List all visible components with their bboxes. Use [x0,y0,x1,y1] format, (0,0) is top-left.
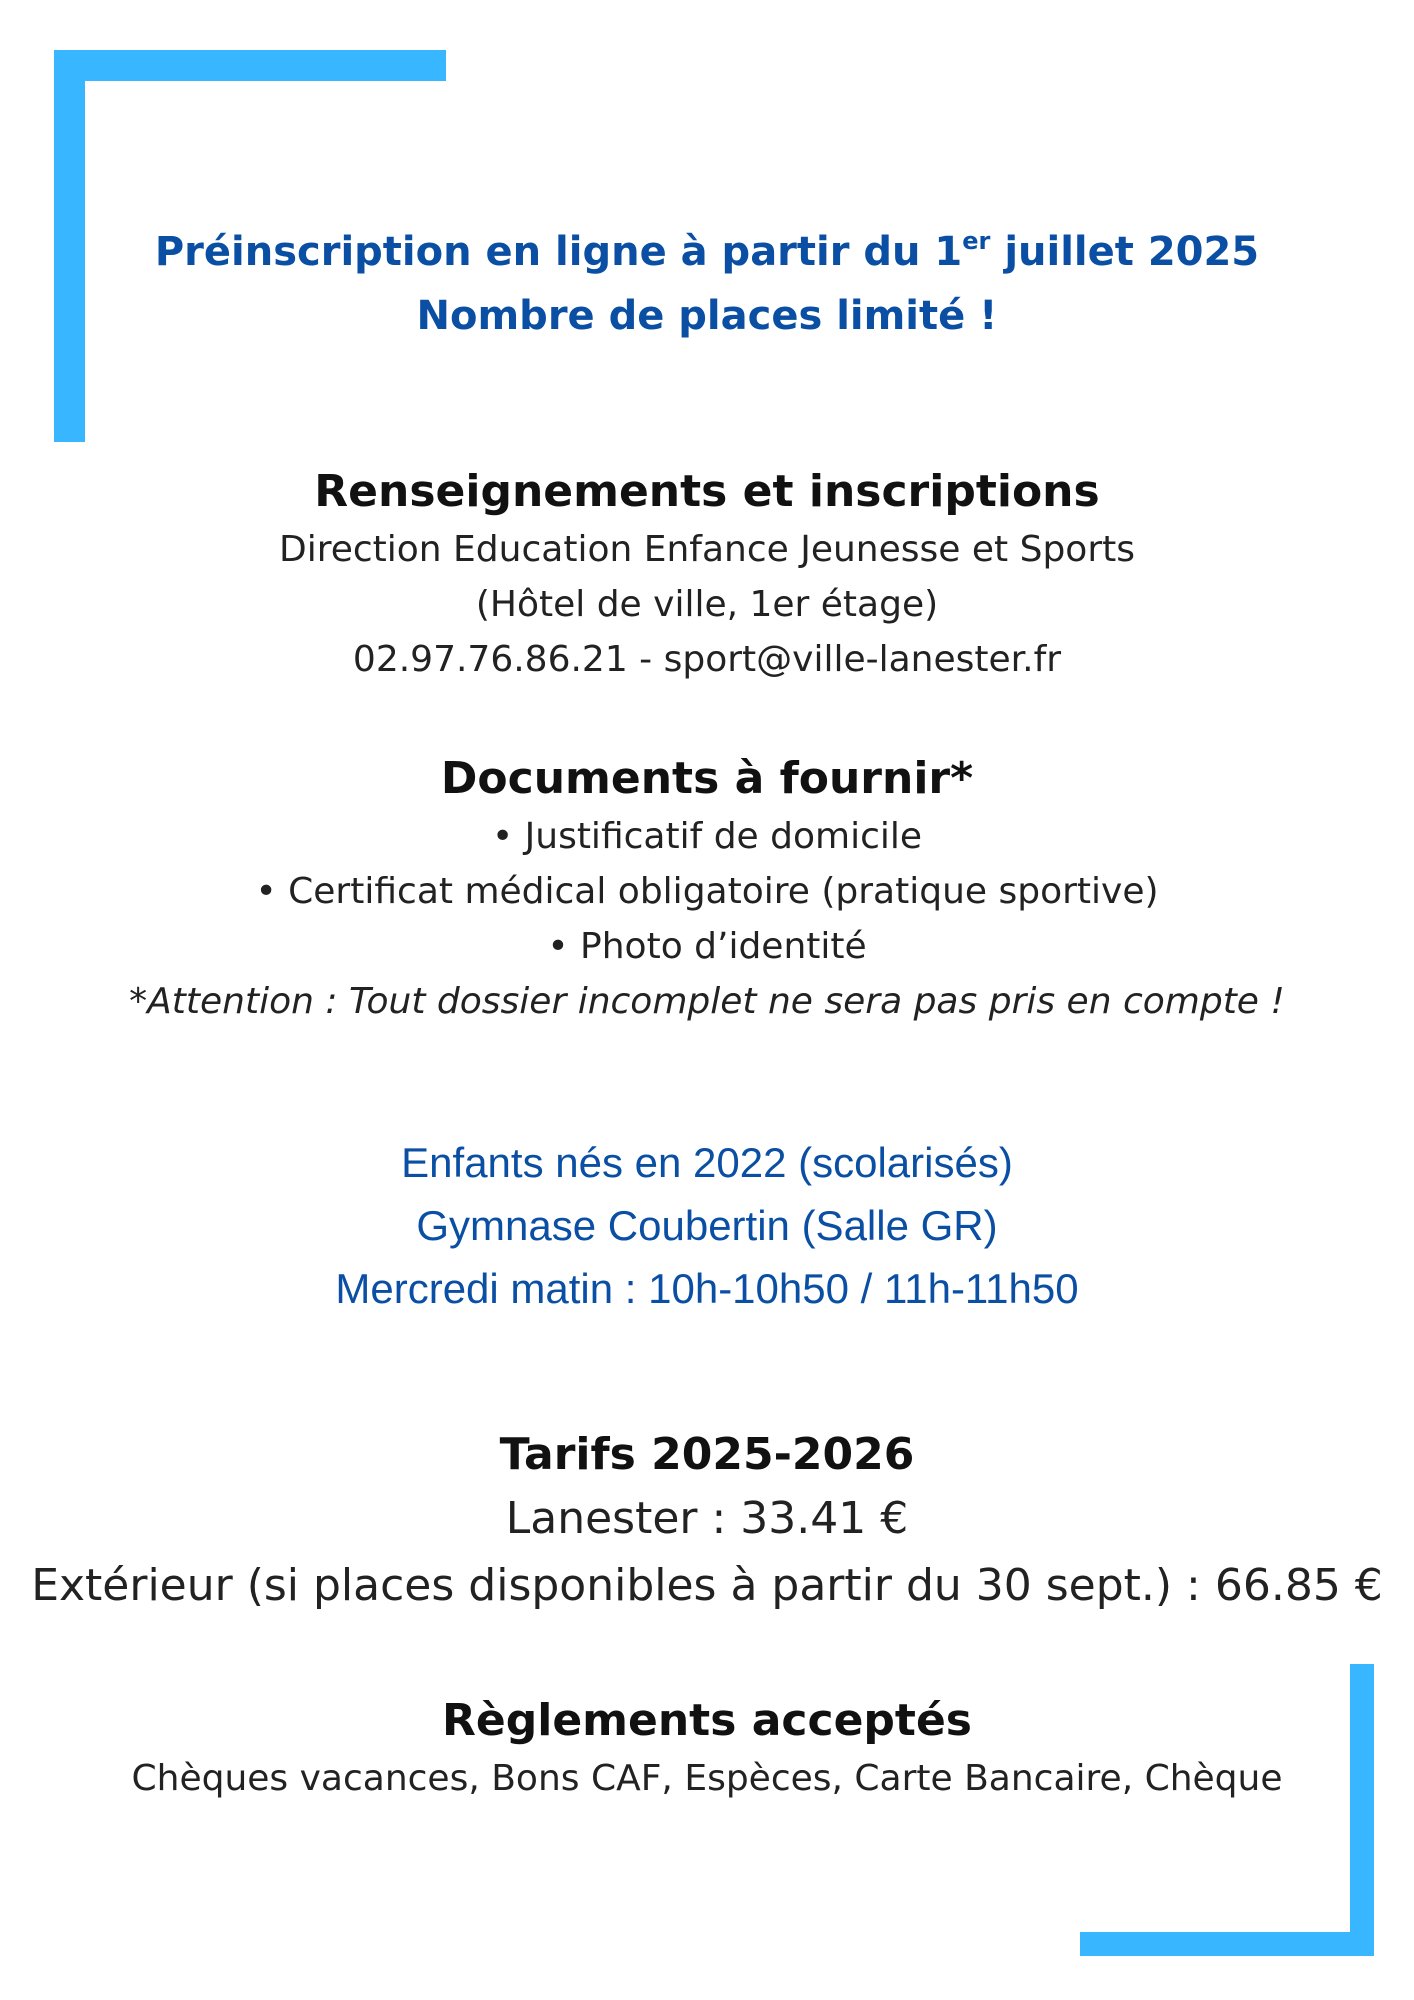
documents-title: Documents à fournir* [440,753,974,804]
reglements-section [0,1691,1414,1806]
preinscription-banner [0,220,1414,348]
document-item: • Certificat médical obligatoire (pratique sportive) [255,871,1159,912]
top-left-accent-bar-horizontal [54,50,446,81]
tarif-lanester: Lanester : 33.41 € [505,1493,909,1544]
payment-methods: Chèques vacances, Bons CAF, Espèces, Carte Bancaire, Chèque [131,1758,1283,1799]
documents-warning-note: *Attention : Tout dossier incomplet ne sera pas pris en compte ! [129,981,1285,1022]
renseignements-line: Direction Education Enfance Jeunesse et Sports [278,529,1135,570]
limited-places-notice: Nombre de places limité ! [416,293,998,339]
renseignements-title: Renseignements et inscriptions [314,466,1100,517]
bottom-right-accent-bar-horizontal [1080,1932,1374,1956]
reglements-title: Règlements acceptés [442,1695,972,1746]
renseignements-section [0,462,1414,687]
session-location: Gymnase Coubertin (Salle GR) [416,1202,998,1249]
document-item: • Photo d’identité [547,926,867,967]
renseignements-line: (Hôtel de ville, 1er étage) [475,584,939,625]
contact-line: 02.97.76.86.21 - sport@ville-lanester.fr [352,639,1062,680]
documents-section [0,749,1414,1029]
session-info [0,1131,1414,1320]
preinscription-date-line: Préinscription en ligne à partir du 1er juillet 2025 [154,227,1260,275]
session-schedule: Mercredi matin : 10h-10h50 / 11h-11h50 [335,1265,1079,1312]
session-age-group: Enfants nés en 2022 (scolarisés) [401,1139,1013,1186]
tarifs-title: Tarifs 2025-2026 [499,1429,915,1480]
tarif-exterieur: Extérieur (si places disponibles à partir du 30 sept.) : 66.85 € [31,1560,1383,1611]
document-item: • Justificatif de domicile [491,816,923,857]
tarifs-section [0,1425,1414,1619]
